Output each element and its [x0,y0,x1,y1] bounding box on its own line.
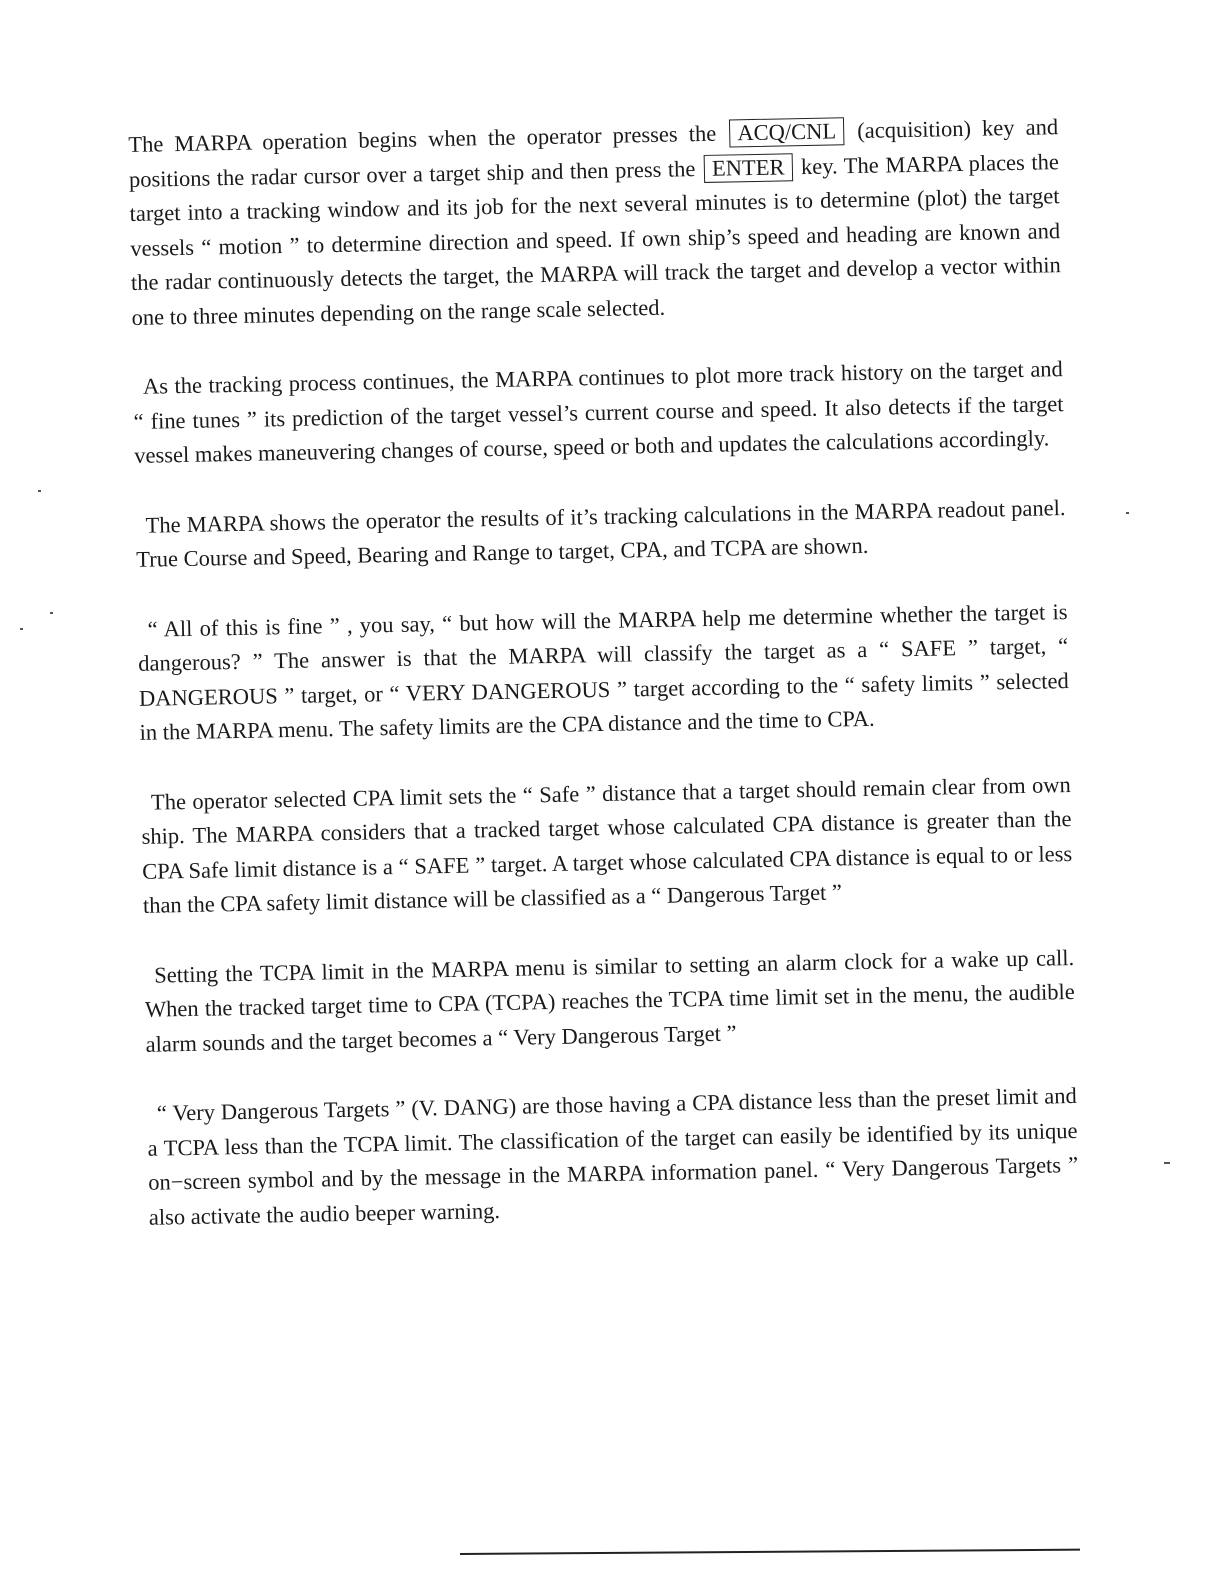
paragraph-tcpa-limit [144,940,1076,1061]
text-run: “ All of this is fine ” , you say, “ but how will the MARPA help me determine whether the target is dangerous? ” The answer is that the MARPA will classify the target as a “ SAFE ” target, “ DANGEROUS ” target, or “ VERY DANGEROUS ” target according to the “ safety limits ” selected in the MARPA menu. The safety limits are the CPA distance and the time to CPA. [138,598,1070,745]
paragraph-readout-panel [135,491,1066,578]
text-run: (acquisition) key and positions the radar cursor over a target ship and then press the [128,114,1059,192]
scan-speck [1126,512,1129,514]
footer-rule [460,1549,1080,1555]
enter-key-label: ENTER [704,153,793,183]
paragraph-very-dangerous [147,1079,1079,1235]
text-run: As the tracking process continues, the MARPA continues to plot more track history on the target and “ fine tunes ” its prediction of the target vessel’s current course and speed. It also detects if the target vessel makes maneuvering changes of course, speed or both and updates the calculations accordingly. [133,356,1064,468]
body-text [128,110,1080,1270]
scan-speck [50,612,53,614]
text-run: key. The MARPA places the target into a tracking window and its job for the next several minutes is to determine (plot) the target vessels “ motion ” to determine direction and speed. If own ship’s speed and heading are known and the radar continuously detects the target, the MARPA will track the target and develop a vector within one to three minutes depending on the range scale selected. [129,148,1062,330]
text-run: “ Very Dangerous Targets ” (V. DANG) are those having a CPA distance less than the preset limit and a TCPA less than the TCPA limit. The classification of the target can easily be identified by its unique on−screen symbol and by the message in the MARPA information panel. “ Very Dangerous Targets ” also activate the audio beeper warning. [147,1082,1079,1230]
scan-speck [1164,1162,1170,1164]
paragraph-classification [137,595,1069,751]
scan-speck [20,628,23,630]
paragraph-cpa-limit [141,768,1073,924]
acq-cnl-key-label: ACQ/CNL [729,117,844,147]
text-run: The MARPA shows the operator the results of it’s tracking calculations in the MARPA readout panel. True Course and Speed, Bearing and Range to target, CPA, and TCPA are shown. [136,494,1066,572]
text-run: The MARPA operation begins when the operator presses the [128,120,728,157]
scan-speck [38,490,41,492]
paragraph-tracking-process [133,352,1065,473]
text-run: The operator selected CPA limit sets the “ Safe ” distance that a target should remain clear from own ship. The MARPA considers that a tracked target whose calculated CPA distance is greater than the CPA Safe limit distance is a “ SAFE ” target. A target whose calculated CPA distance is equal to or less than the CPA safety limit distance will be classified as a “ Dangerous Target ” [141,771,1073,918]
text-run: Setting the TCPA limit in the MARPA menu is similar to setting an alarm clock for a wake up call. When the tracked target time to CPA (TCPA) reaches the TCPA time limit set in the menu, the audible alarm sounds and the target becomes a “ Very Dangerous Target ” [144,944,1075,1057]
paragraph-acquisition [128,110,1062,335]
